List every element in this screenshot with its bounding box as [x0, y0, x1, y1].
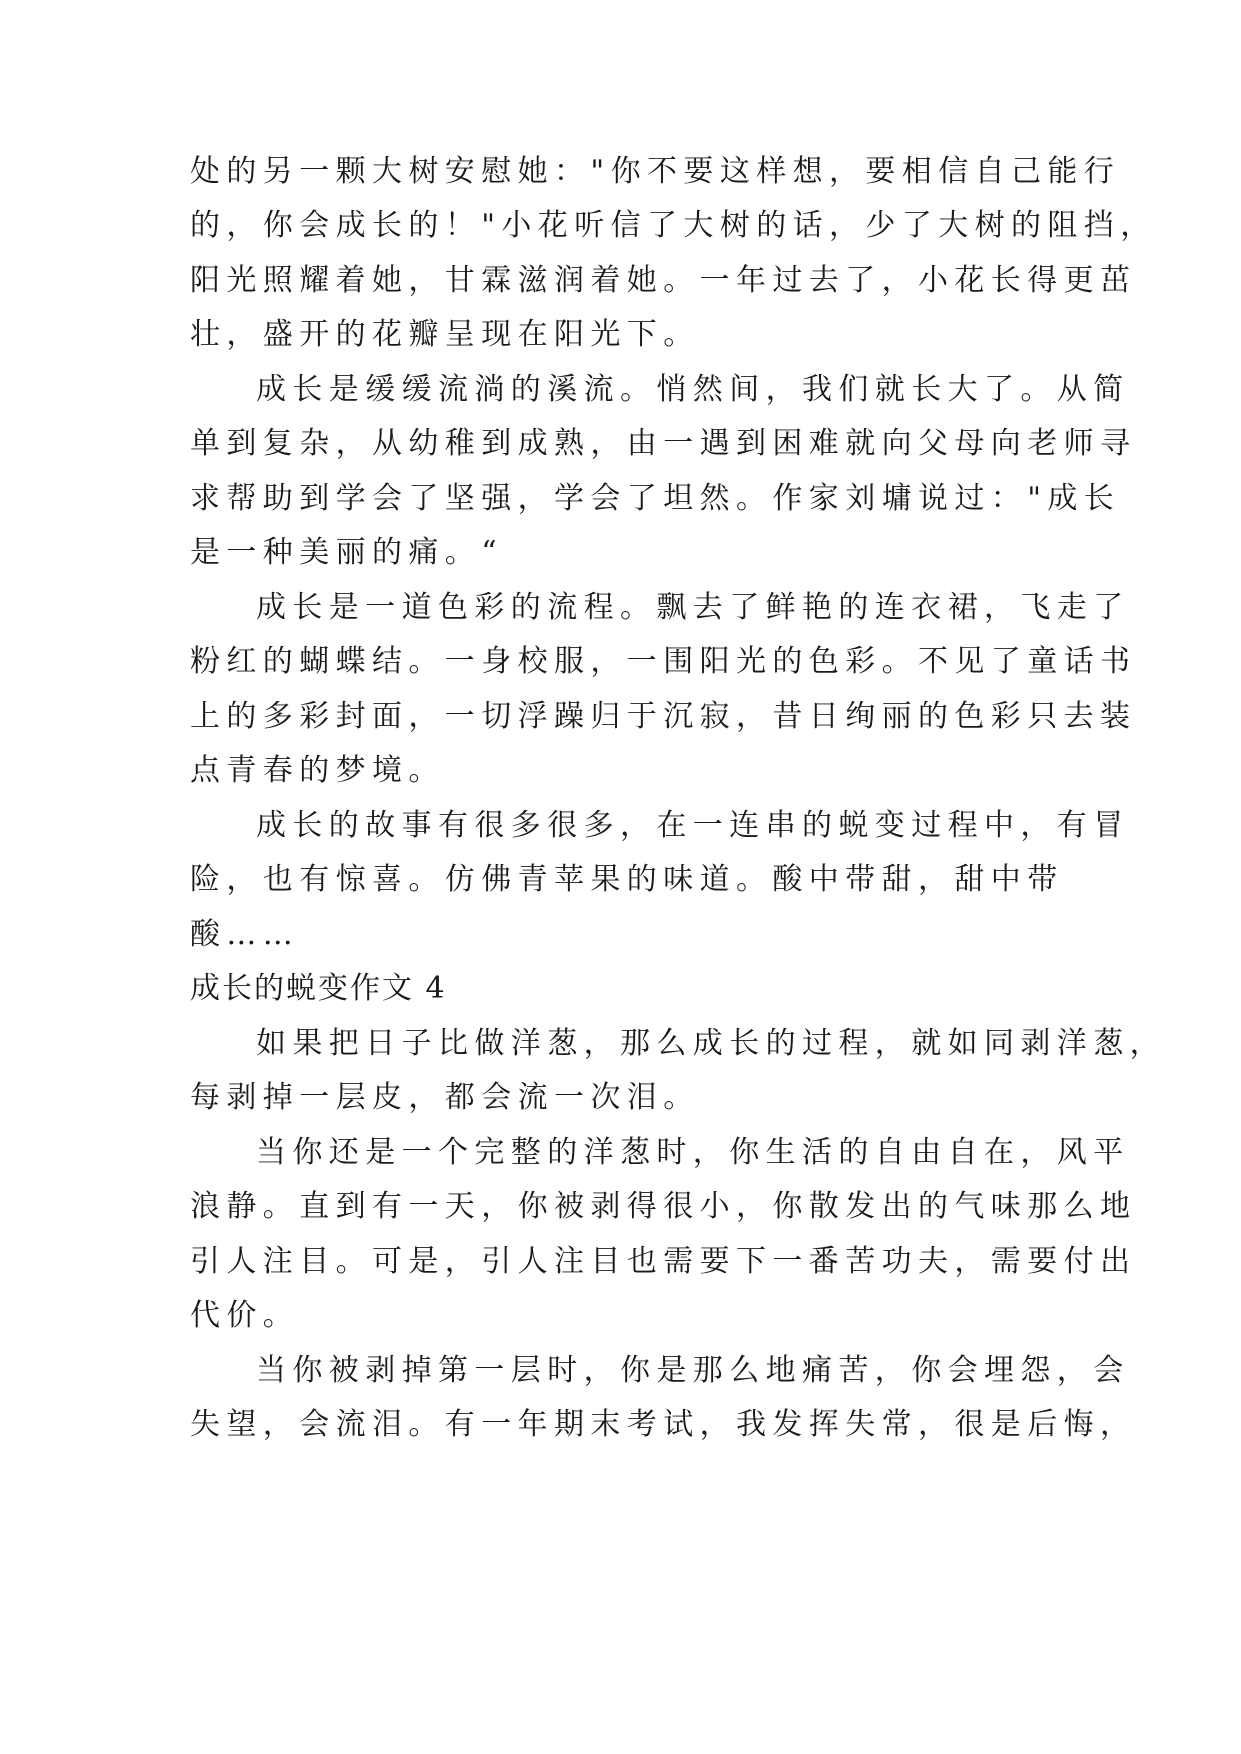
text-line: 险，也有惊喜。仿佛青苹果的味道。酸中带甜，甜中带 [190, 862, 1064, 897]
text-line: 酸…… [190, 917, 300, 952]
text-line: 是一种美丽的痛。“ [190, 535, 503, 570]
text-line: 求帮助到学会了坚强，学会了坦然。作家刘墉说过："成长 [190, 481, 1121, 516]
text-line: 每剥掉一层皮，都会流一次泪。 [190, 1080, 700, 1115]
paragraph-first-line: 当你还是一个完整的洋葱时，你生活的自由自在，风平 [256, 1135, 1130, 1170]
paragraph-first-line: 成长的故事有很多很多，在一连串的蜕变过程中，有冒 [256, 808, 1130, 843]
paragraph-first-line: 当你被剥掉第一层时，你是那么地痛苦，你会埋怨，会 [256, 1353, 1130, 1388]
text-line: 上的多彩封面，一切浮躁归于沉寂，昔日绚丽的色彩只去装 [190, 699, 1137, 734]
paragraph-first-line: 成长是一道色彩的流程。飘去了鲜艳的连衣裙，飞走了 [256, 590, 1130, 625]
text-line: 浪静。直到有一天，你被剥得很小，你散发出的气味那么地 [190, 1189, 1137, 1224]
text-line: 的，你会成长的！"小花听信了大树的话，少了大树的阻挡， [190, 208, 1157, 243]
text-line: 代价。 [190, 1298, 300, 1333]
section-heading: 成长的蜕变作文 4 [190, 971, 447, 1006]
text-line: 单到复杂，从幼稚到成熟，由一遇到困难就向父母向老师寻 [190, 426, 1137, 461]
text-line: 处的另一颗大树安慰她："你不要这样想，要相信自己能行 [190, 154, 1121, 189]
text-line: 阳光照耀着她，甘霖滋润着她。一年过去了，小花长得更茁 [190, 263, 1137, 298]
text-line: 粉红的蝴蝶结。一身校服，一围阳光的色彩。不见了童话书 [190, 644, 1137, 679]
paragraph-first-line: 如果把日子比做洋葱，那么成长的过程，就如同剥洋葱， [256, 1026, 1166, 1061]
text-line: 壮，盛开的花瓣呈现在阳光下。 [190, 317, 700, 352]
paragraph-first-line: 成长是缓缓流淌的溪流。悄然间，我们就长大了。从简 [256, 372, 1130, 407]
text-line: 失望，会流泪。有一年期末考试，我发挥失常，很是后悔， [190, 1407, 1137, 1442]
text-line: 点青春的梦境。 [190, 753, 445, 788]
text-line: 引人注目。可是，引人注目也需要下一番苦功夫，需要付出 [190, 1244, 1137, 1279]
